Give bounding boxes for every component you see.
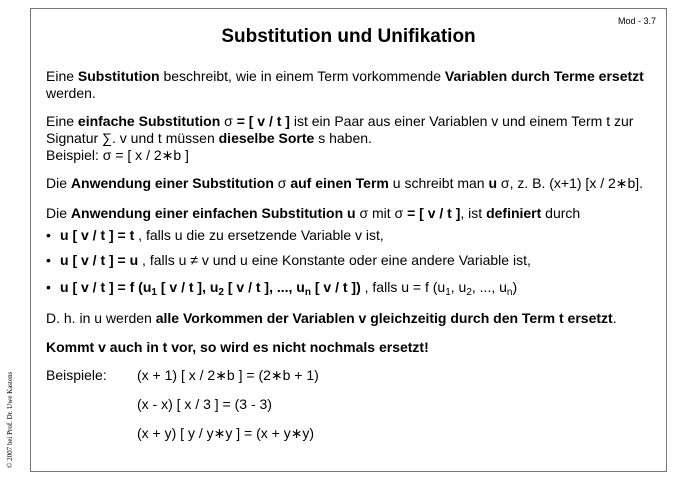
paragraph-application: Die Anwendung einer Substitution σ auf einen Term u schreibt man u σ, z. B. (x+1) [x / 2∗b].	[46, 175, 644, 191]
paragraph-note: Kommt v auch in t vor, so wird es nicht nochmals ersetzt!	[46, 339, 429, 355]
paragraph-simultaneous: D. h. in u werden alle Vorkommen der Variablen v gleichzeitig durch den Term t ersetzt.	[46, 310, 617, 326]
paragraph-definition: Eine Substitution beschreibt, wie in einem Term vorkommende Variablen durch Terme ersetzt werden.	[46, 68, 644, 101]
examples-label: Beispiele:	[46, 367, 107, 383]
page-title: Substitution und Unifikation	[221, 26, 476, 47]
example-3: (x + y) [ y / y∗y ] = (x + y∗y)	[137, 425, 315, 441]
paragraph-simple-application: Die Anwendung einer einfachen Substitution u σ mit σ = [ v / t ], ist definiert durch	[46, 205, 581, 221]
bullet-item: • u [ v / t ] = f ($u_1$ [ v / t ], $u_2$ [ v / t ], ..., $u_n$ [ v / t ]) , falls u = f ($u_1$, $u_2$, ..., $u_n$)	[46, 279, 518, 298]
bullet-item: • u [ v / t ] = u , falls u ≠ v und u eine Konstante oder eine andere Variable ist,	[46, 252, 531, 268]
slide-id: Mod - 3.7	[617, 16, 656, 26]
bullet-icon: •	[46, 252, 51, 268]
bullet-icon: •	[46, 279, 51, 295]
bullet-icon: •	[46, 227, 51, 243]
example-2: (x - x) [ x / 3 ] = (3 - 3)	[137, 396, 272, 412]
copyright-note: © 2007 bei Prof. Dr. Uwe Kastens	[6, 371, 14, 468]
example-line: Beispiel: σ = [ x / 2∗b ]	[46, 147, 189, 163]
example-1: (x + 1) [ x / 2∗b ] = (2∗b + 1)	[137, 367, 319, 383]
bullet-item: • u [ v / t ] = t , falls u die zu ersetzende Variable v ist,	[46, 227, 384, 243]
paragraph-simple-substitution: Eine einfache Substitution σ = [ v / t ] ist ein Paar aus einer Variablen v und einem Term t zur Signatur ∑. v und t müssen dieselbe Sorte s haben. Beispiel: σ = [ x / 2∗b ]	[46, 113, 634, 163]
